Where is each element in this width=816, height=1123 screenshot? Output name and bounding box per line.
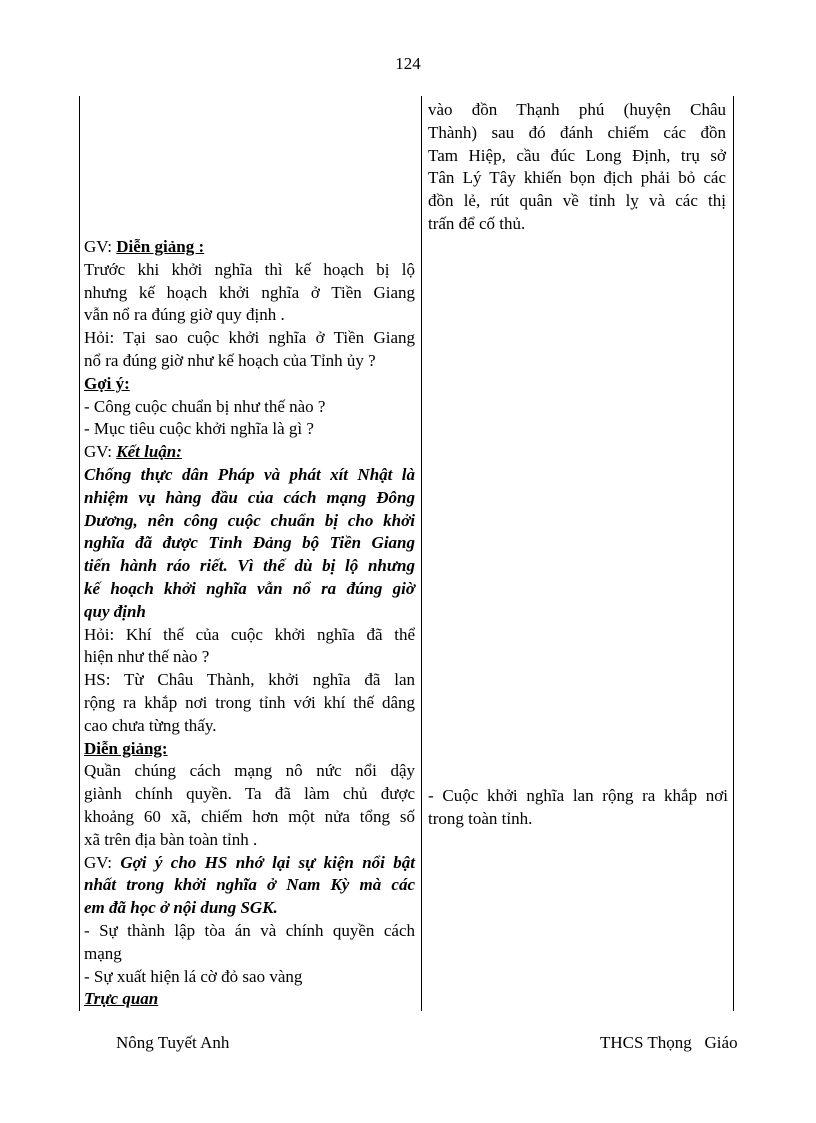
- conclusion-line: nhiệm vụ hàng đầu của cách mạng Đông: [84, 487, 415, 507]
- gv-hint-text: Gợi ý cho HS nhớ lại sự kiện nổi bật: [120, 852, 416, 872]
- question-line: nổ ra đúng giờ như kế hoạch của Tỉnh ủy ?: [84, 350, 376, 370]
- bullet-line: - Sự xuất hiện lá cờ đỏ sao vàng: [84, 966, 303, 986]
- gv-hint-line: [84, 852, 415, 875]
- text-line: trấn để cố thủ.: [428, 213, 526, 233]
- question-line: hiện như thế nào ?: [84, 647, 210, 667]
- conclusion-line: kế hoạch khởi nghĩa vẫn nổ ra đúng giờ: [84, 578, 415, 598]
- gv-lecture-line: [84, 236, 415, 259]
- gv-prefix: GV:: [84, 442, 117, 462]
- gv-hint-text: em đã học ở nội dung SGK.: [84, 898, 278, 918]
- left-column: [84, 236, 415, 1011]
- footer-school: THCS Thọng Giáo: [600, 1033, 738, 1052]
- hint-line: - Mục tiêu cuộc khởi nghĩa là gì ?: [84, 419, 314, 439]
- lecture-heading: Diễn giảng :: [116, 237, 205, 256]
- right-column-mid-text: [428, 785, 728, 831]
- gv-hint-text: nhất trong khởi nghĩa ở Nam Kỳ mà các: [84, 875, 415, 895]
- text-line: vẫn nổ ra đúng giờ quy định .: [84, 305, 285, 325]
- text-line: Tân Lý Tây khiến bọn địch phải bỏ các: [428, 168, 726, 188]
- question-line: Hỏi: Khí thế của cuộc khởi nghĩa đã thể: [84, 624, 415, 644]
- text-line: - Cuộc khởi nghĩa lan rộng ra khắp nơi: [428, 786, 728, 805]
- text-line: nhưng kế hoạch khởi nghĩa ở Tiền Giang: [84, 282, 415, 302]
- gv-conclusion-line: [84, 441, 415, 464]
- conclusion-line: tiến hành ráo riết. Vì thế dù bị lộ nhưng: [84, 556, 415, 576]
- text-line: vào đồn Thạnh phú (huyện Châu: [428, 100, 726, 119]
- right-column-top-text: [428, 99, 726, 236]
- hint-line: - Công cuộc chuẩn bị như thế nào ?: [84, 396, 326, 416]
- text-line: Tam Hiệp, cầu đúc Long Định, trụ sở: [428, 145, 726, 165]
- conclusion-line: nghĩa đã được Tỉnh Đảng bộ Tiền Giang: [84, 533, 415, 553]
- conclusion-heading: Kết luận:: [116, 442, 182, 462]
- table-left-border: [79, 96, 80, 1011]
- answer-line: HS: Từ Châu Thành, khởi nghĩa đã lan: [84, 670, 415, 690]
- table-right-border: [733, 96, 734, 1011]
- question-line: Hỏi: Tại sao cuộc khởi nghĩa ở Tiền Giang: [84, 328, 415, 348]
- gv-prefix: GV:: [84, 852, 121, 872]
- text-line: đồn lẻ, rút quân về tỉnh lỵ và các thị: [428, 191, 726, 211]
- hint-heading: Gợi ý:: [84, 373, 130, 393]
- conclusion-line: Dương, nên công cuộc chuẩn bị cho khởi: [84, 510, 415, 530]
- answer-line: rộng ra khắp nơi trong tỉnh với khí thế dâng: [84, 692, 415, 712]
- lecture-heading-2: Diễn giảng:: [84, 738, 168, 758]
- text-line: Thành) sau đó đánh chiếm các đồn: [428, 122, 726, 142]
- text-line: giành chính quyền. Ta đã làm chủ được: [84, 784, 415, 804]
- text-line: Quần chúng cách mạng nô nức nổi dậy: [84, 761, 415, 781]
- footer-author: Nông Tuyết Anh: [116, 1033, 230, 1052]
- page-number: 124: [395, 54, 421, 73]
- text-line: trong toàn tỉnh.: [428, 808, 533, 828]
- text-line: Trước khi khởi nghĩa thì kế hoạch bị lộ: [84, 259, 415, 279]
- table-column-divider: [421, 96, 422, 1011]
- gv-prefix: GV:: [84, 237, 117, 256]
- answer-line: cao chưa từng thấy.: [84, 715, 217, 735]
- conclusion-line: quy định: [84, 601, 146, 621]
- bullet-line: mạng: [84, 943, 122, 963]
- text-line: khoảng 60 xã, chiếm hơn một nửa tổng số: [84, 806, 415, 826]
- text-line: xã trên địa bàn toàn tỉnh .: [84, 829, 258, 849]
- bullet-line: - Sự thành lập tòa án và chính quyền cách: [84, 920, 415, 940]
- visual-heading: Trực quan: [84, 989, 159, 1009]
- conclusion-line: Chống thực dân Pháp và phát xít Nhật là: [84, 464, 415, 484]
